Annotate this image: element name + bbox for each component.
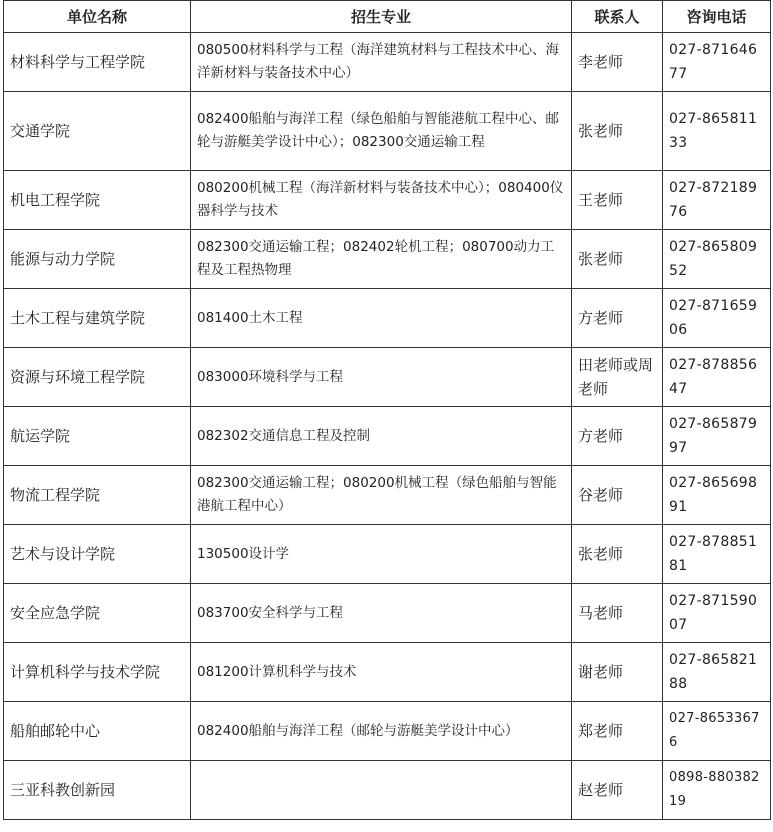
dept-cell: 土木工程与建筑学院 [4,289,191,348]
column-header-dept: 单位名称 [4,1,191,33]
major-cell: 082300交通运输工程；082402轮机工程；080700动力工程及工程热物理 [191,230,572,289]
table-row [4,348,771,407]
admissions-contact-table [3,0,771,820]
dept-cell: 物流工程学院 [4,466,191,525]
contact-cell: 谢老师 [572,643,663,702]
table-row [4,643,771,702]
major-cell: 081200计算机科学与技术 [191,643,572,702]
contact-cell: 马老师 [572,584,663,643]
phone-cell: 027-86569891 [663,466,771,525]
contact-cell: 方老师 [572,407,663,466]
dept-cell: 三亚科教创新园 [4,761,191,820]
table-row [4,761,771,820]
phone-cell: 027-86587997 [663,407,771,466]
major-cell: 083700安全科学与工程 [191,584,572,643]
admissions-contact-sheet [3,0,770,820]
phone-cell: 027-86580952 [663,230,771,289]
table-row [4,171,771,230]
contact-cell: 张老师 [572,92,663,171]
contact-cell: 郑老师 [572,702,663,761]
contact-cell: 赵老师 [572,761,663,820]
dept-cell: 航运学院 [4,407,191,466]
table-row [4,584,771,643]
contact-cell: 方老师 [572,289,663,348]
phone-cell: 027-87885647 [663,348,771,407]
dept-cell: 安全应急学院 [4,584,191,643]
dept-cell: 资源与环境工程学院 [4,348,191,407]
major-cell: 080500材料科学与工程（海洋建筑材料与工程技术中心、海洋新材料与装备技术中心） [191,33,572,92]
major-cell: 082302交通信息工程及控制 [191,407,572,466]
dept-cell: 材料科学与工程学院 [4,33,191,92]
phone-cell: 027-86533676 [663,702,771,761]
table-row [4,289,771,348]
contact-cell: 张老师 [572,525,663,584]
table-header-row [4,1,771,33]
major-cell: 082400船舶与海洋工程（绿色船舶与智能港航工程中心、邮轮与游艇美学设计中心）；082300交通运输工程 [191,92,572,171]
dept-cell: 计算机科学与技术学院 [4,643,191,702]
column-header-contact: 联系人 [572,1,663,33]
dept-cell: 能源与动力学院 [4,230,191,289]
dept-cell: 机电工程学院 [4,171,191,230]
phone-cell: 0898-88038219 [663,761,771,820]
table-row [4,525,771,584]
table-row [4,92,771,171]
phone-cell: 027-86582188 [663,643,771,702]
dept-cell: 交通学院 [4,92,191,171]
table-row [4,33,771,92]
major-cell: 082400船舶与海洋工程（邮轮与游艇美学设计中心） [191,702,572,761]
contact-cell: 张老师 [572,230,663,289]
contact-cell: 田老师或周老师 [572,348,663,407]
major-cell: 083000环境科学与工程 [191,348,572,407]
phone-cell: 027-87218976 [663,171,771,230]
contact-cell: 谷老师 [572,466,663,525]
column-header-major: 招生专业 [191,1,572,33]
phone-cell: 027-87164677 [663,33,771,92]
contact-cell: 王老师 [572,171,663,230]
major-cell: 082300交通运输工程；080200机械工程（绿色船舶与智能港航工程中心） [191,466,572,525]
table-row [4,230,771,289]
dept-cell: 艺术与设计学院 [4,525,191,584]
major-cell: 080200机械工程（海洋新材料与装备技术中心）；080400仪器科学与技术 [191,171,572,230]
major-cell: 130500设计学 [191,525,572,584]
contact-cell: 李老师 [572,33,663,92]
phone-cell: 027-87159007 [663,584,771,643]
phone-cell: 027-87165906 [663,289,771,348]
phone-cell: 027-86581133 [663,92,771,171]
table-row [4,407,771,466]
phone-cell: 027-87885181 [663,525,771,584]
major-cell [191,761,572,820]
dept-cell: 船舶邮轮中心 [4,702,191,761]
column-header-phone: 咨询电话 [663,1,771,33]
major-cell: 081400土木工程 [191,289,572,348]
table-row [4,702,771,761]
table-row [4,466,771,525]
